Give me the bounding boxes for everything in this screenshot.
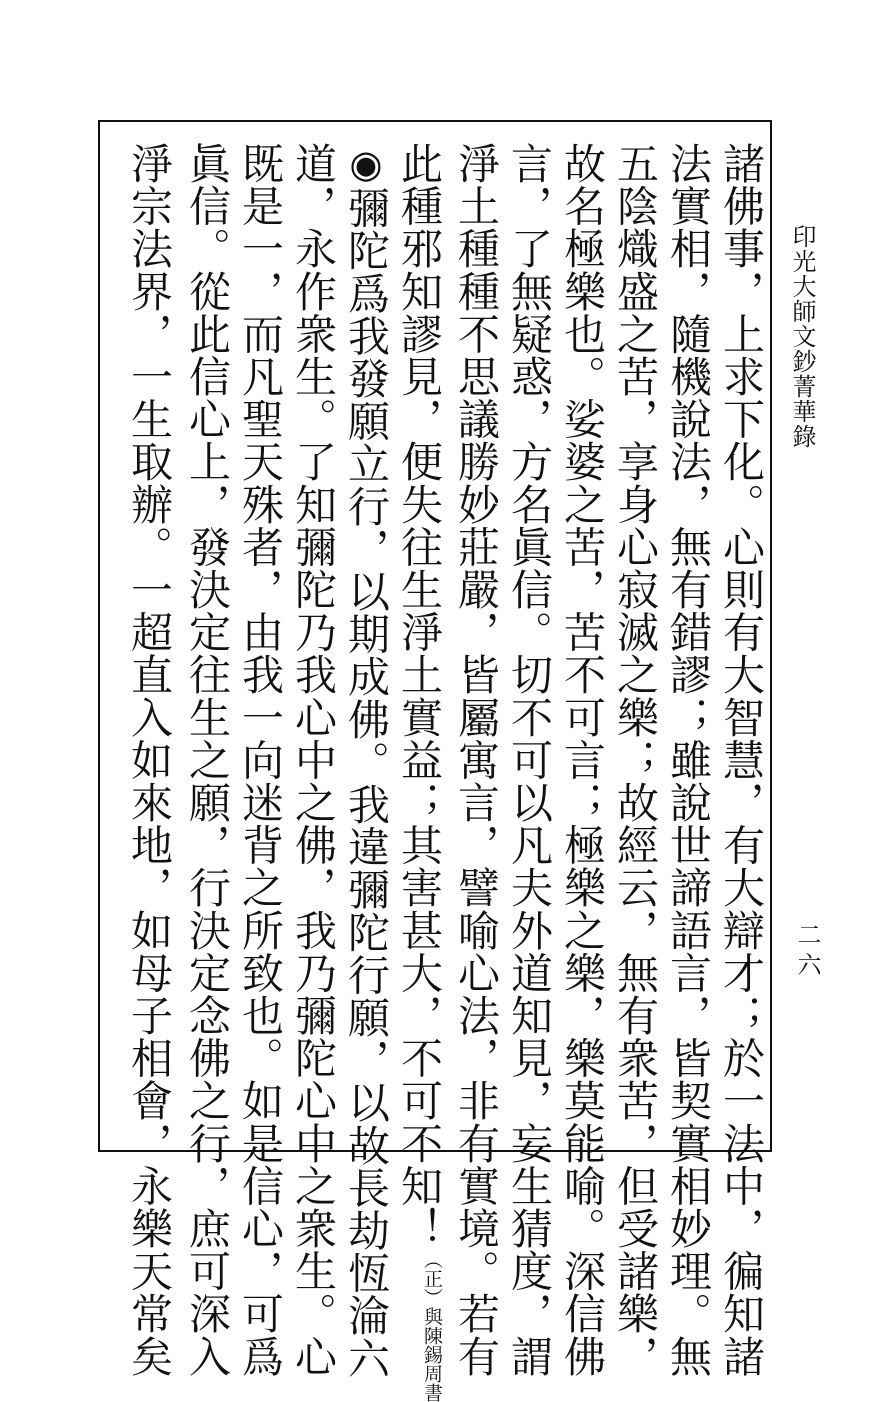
column-7-text: 此種邪知謬見，便失往生淨土實益；其害甚大，不可不知！: [395, 142, 444, 1250]
page-number: 二六: [793, 922, 821, 982]
source-note-line-2: 陳錫周書: [421, 1325, 443, 1402]
text-column-8: [342, 142, 391, 1380]
text-column-9: 道，永作衆生。了知彌陀乃我心中之佛，我乃彌陀心中之衆生。心: [289, 142, 338, 1378]
text-column-5: 言，了無疑惑，方名眞信。切不可以凡夫外道知見，妄生猜度，謂: [505, 142, 554, 1378]
text-column-1: 諸佛事，上求下化。心則有大智慧，有大辯才；於一法中，徧知諸: [717, 142, 766, 1378]
text-column-11: 眞信。從此信心上，發決定往生之願，行決定念佛之行，庶可深入: [183, 142, 232, 1378]
column-8-text: 彌陀爲我發願立行，以期成佛。我違彌陀行願，以故長劫恆淪六: [342, 186, 391, 1380]
text-column-3: 五陰熾盛之苦，享身心寂滅之樂；故經云，無有衆苦，但受諸樂，: [611, 142, 660, 1378]
text-column-12: 淨宗法界，一生取辦。一超直入如來地，如母子相會，永樂天常矣: [125, 142, 174, 1378]
text-column-7: [395, 142, 444, 1402]
source-note: [422, 1250, 442, 1402]
text-column-6: 淨土種種不思議勝妙莊嚴，皆屬寓言，譬喻心法，非有實境。若有: [452, 142, 501, 1378]
text-column-10: 既是一，而凡聖天殊者，由我一向迷背之所致也。如是信心，可爲: [236, 142, 285, 1378]
source-note-line-1: （正）與: [421, 1249, 443, 1326]
running-header-title: 印光大師文鈔菁華錄: [788, 224, 816, 449]
text-column-2: 法實相，隨機說法，無有錯謬；雖說世諦語言，皆契實相妙理。無: [664, 142, 713, 1378]
text-column-4: 故名極樂也。娑婆之苦，苦不可言；極樂之樂，樂莫能喻。深信佛: [558, 142, 607, 1378]
paragraph-bullet-icon: ◉: [344, 142, 388, 187]
